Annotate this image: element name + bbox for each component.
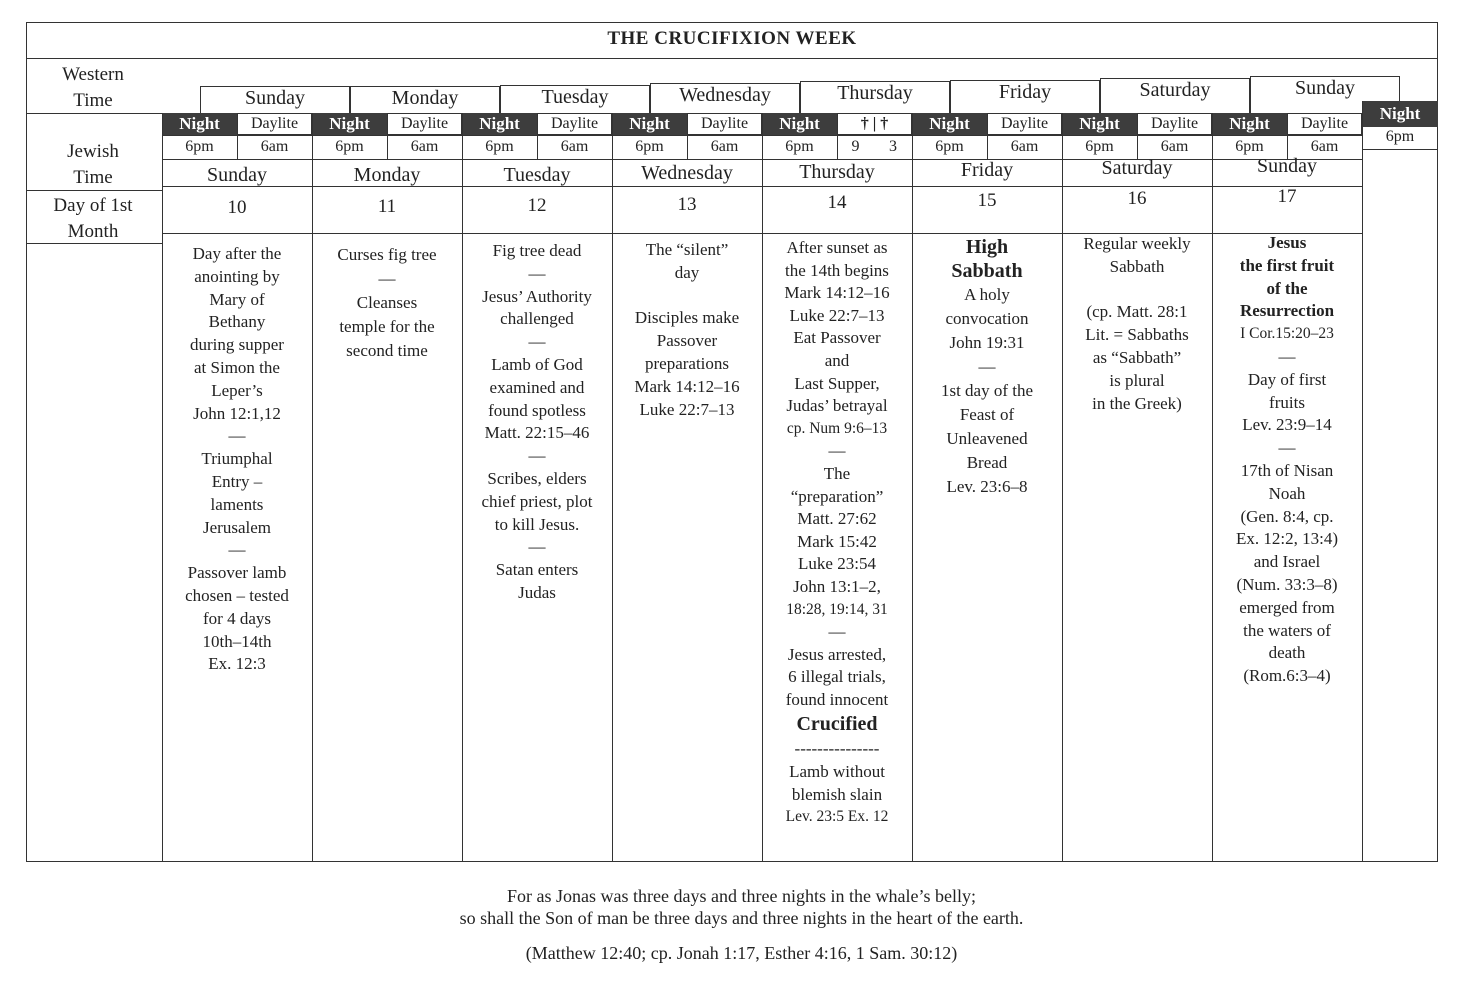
event-line: John 13:1–2, <box>793 576 881 596</box>
event-heading: High <box>965 236 1009 258</box>
column-tuesday-12 <box>462 240 612 605</box>
event-line: John 12:1,12 <box>193 403 281 423</box>
event-line: and Israel <box>1253 552 1321 572</box>
title-divider <box>26 58 1438 59</box>
footer-quote-line-2: so shall the Son of man be three days and three nights in the heart of the earth. <box>459 908 1024 928</box>
event-line: Luke 22:7–13 <box>789 305 885 325</box>
event-line: — <box>978 357 996 376</box>
western-day-tuesday: Tuesday <box>500 85 650 113</box>
day-number-13: 13 <box>677 194 697 215</box>
event-line: Scribes, elders <box>487 468 587 488</box>
event-line: (cp. Matt. 28:1 <box>1086 302 1188 322</box>
event-line: temple for the <box>339 317 435 336</box>
event-line: chief priest, plot <box>481 491 593 511</box>
jewish-day-friday: Friday <box>960 159 1014 181</box>
time-divider <box>387 113 388 160</box>
event-line: — <box>528 537 546 557</box>
event-line: is plural <box>1109 370 1165 390</box>
time-6am: 6am <box>1160 138 1189 155</box>
time-6am: 6am <box>260 138 289 155</box>
event-line: Triumphal <box>201 449 273 469</box>
event-line: Eat Passover <box>793 328 881 348</box>
crucifixion-marks: † | † <box>837 113 912 135</box>
event-line: blemish slain <box>791 784 883 804</box>
event-line: found spotless <box>488 400 586 420</box>
event-line: Ex. 12:3 <box>208 654 266 674</box>
time-6pm: 6pm <box>1085 138 1114 155</box>
day-number-11: 11 <box>377 196 397 217</box>
event-line: I Cor.15:20–23 <box>1240 325 1334 343</box>
event-line: chosen – tested <box>185 585 289 605</box>
column-thursday-14 <box>762 237 912 829</box>
event-line: emerged from <box>1239 597 1335 617</box>
time-3: 3 <box>889 138 897 155</box>
event-line: to kill Jesus. <box>494 514 580 534</box>
event-line: Day after the <box>192 244 282 263</box>
western-time-label <box>28 62 158 114</box>
night-cell: Night <box>912 113 987 135</box>
event-line: 18:28, 19:14, 31 <box>786 600 888 618</box>
event-line: — <box>228 540 246 560</box>
event-line: — <box>378 269 396 288</box>
column-monday-11 <box>312 243 462 363</box>
event-line: laments <box>210 494 264 514</box>
event-line: The “silent” <box>645 240 729 259</box>
event-line: 6 illegal trials, <box>788 667 886 687</box>
time-6pm: 6pm <box>335 138 364 155</box>
event-line <box>612 285 762 308</box>
day-of-month-label <box>28 193 158 245</box>
event-line: preparations <box>644 353 730 373</box>
jewish-day-sunday-2: Sunday <box>1257 155 1317 177</box>
event-line: — <box>528 332 546 352</box>
event-line: Mark 14:12–16 <box>784 283 890 303</box>
event-line: during supper <box>190 335 284 355</box>
event-line: — <box>1278 346 1296 366</box>
event-line: Lit. = Sabbaths <box>1085 325 1189 345</box>
western-day-sunday: Sunday <box>200 86 350 113</box>
day-number-16: 16 <box>1127 188 1147 209</box>
daylite-cell: Daylite <box>537 113 612 135</box>
event-line: Bread <box>966 453 1008 472</box>
event-line: fruits <box>1269 392 1305 412</box>
event-line: the waters of <box>1243 620 1331 640</box>
event-line: Sabbath <box>1109 256 1165 276</box>
time-divider <box>1287 113 1288 160</box>
event-line: — <box>228 426 246 446</box>
event-line: Passover <box>656 331 718 351</box>
day-of-month-label-line-1: Day of 1st <box>53 195 133 216</box>
event-line: (Gen. 8:4, cp. <box>1240 506 1334 526</box>
jewish-day-sunday: Sunday <box>207 164 267 186</box>
event-line: Mark 14:12–16 <box>634 376 740 396</box>
daylite-cell: Daylite <box>687 113 762 135</box>
time-6pm: 6pm <box>785 138 814 155</box>
day-number-12: 12 <box>527 195 547 216</box>
event-line: Lamb without <box>789 762 885 782</box>
event-line: convocation <box>945 309 1029 328</box>
jewish-day-tuesday: Tuesday <box>503 164 571 186</box>
event-heading: of the <box>1266 278 1308 298</box>
event-line: examined and <box>489 377 585 397</box>
time-divider <box>837 113 838 160</box>
event-line: Ex. 12:2, 13:4) <box>1236 529 1338 549</box>
jewish-day-monday: Monday <box>353 164 421 186</box>
column-divider <box>1062 113 1063 862</box>
column-divider <box>1362 101 1363 862</box>
time-6am: 6am <box>1010 138 1039 155</box>
left-divider-3 <box>26 243 162 244</box>
event-line: day <box>674 262 700 282</box>
event-line: Satan enters <box>495 560 579 580</box>
event-line: --------------- <box>794 739 880 759</box>
daylite-cell: Daylite <box>1137 113 1212 135</box>
event-line: — <box>828 622 846 642</box>
night-cell: Night <box>762 113 837 135</box>
event-line: — <box>828 441 846 461</box>
event-line: Bethany <box>208 312 266 332</box>
event-line: — <box>1278 438 1296 458</box>
event-line: Luke 23:54 <box>798 554 876 574</box>
event-line: Matt. 27:62 <box>797 509 877 529</box>
night-cell: Night <box>312 113 387 135</box>
event-line: Mary of <box>209 289 265 309</box>
column-wednesday-13 <box>612 239 762 421</box>
event-line: Last Supper, <box>794 373 880 393</box>
time-6pm: 6pm <box>185 138 214 155</box>
western-day-sunday-2: Sunday <box>1250 76 1400 113</box>
event-heading: the first fruit <box>1239 255 1335 275</box>
column-sunday-17 <box>1212 232 1362 688</box>
time-6pm: 6pm <box>1235 138 1264 155</box>
event-line: 17th of Nisan <box>1240 460 1334 480</box>
event-line: Feast of <box>959 405 1015 424</box>
event-line: found innocent <box>785 689 889 709</box>
western-day-thursday: Thursday <box>800 81 950 113</box>
event-line: Day of first <box>1247 369 1327 389</box>
event-line: The <box>823 463 851 483</box>
left-divider-2 <box>26 190 162 191</box>
western-day-monday: Monday <box>350 86 500 113</box>
event-line: Jesus arrested, <box>787 644 887 664</box>
day-number-14: 14 <box>827 192 847 213</box>
time-divider <box>987 113 988 160</box>
jewish-day-wednesday: Wednesday <box>641 162 733 184</box>
event-line: Judas’ betrayal <box>786 396 888 416</box>
day-number-15: 15 <box>977 190 997 211</box>
footer-quote-line-1: For as Jonas was three days and three nights in the whale’s belly; <box>507 886 976 906</box>
event-line: challenged <box>500 309 574 329</box>
column-divider <box>612 113 613 862</box>
time-6pm: 6pm <box>485 138 514 155</box>
event-line: — <box>528 263 546 283</box>
jewish-time-label-line-2: Time <box>73 167 113 188</box>
western-day-friday: Friday <box>950 80 1100 113</box>
jewish-time-label-line-1: Jewish <box>67 141 119 162</box>
event-line: Luke 22:7–13 <box>639 399 735 419</box>
time-6pm-last: 6pm <box>1385 128 1415 145</box>
event-line: at Simon the <box>194 357 280 377</box>
event-line: Disciples make <box>634 308 740 328</box>
event-line: “preparation” <box>790 486 884 506</box>
day-number-17: 17 <box>1277 186 1297 207</box>
event-line: the 14th begins <box>785 260 889 280</box>
event-line: death <box>1268 643 1306 663</box>
event-line: Jerusalem <box>203 517 271 537</box>
event-heading: Sabbath <box>951 260 1023 282</box>
left-divider-1 <box>26 113 162 114</box>
night-cell: Night <box>1212 113 1287 135</box>
column-divider <box>312 113 313 862</box>
event-line: cp. Num 9:6–13 <box>786 419 888 437</box>
event-line: Lamb of God <box>491 354 583 374</box>
event-line: in the Greek) <box>1092 393 1182 413</box>
time-6am: 6am <box>1310 138 1339 155</box>
event-line: — <box>528 446 546 466</box>
western-day-wednesday: Wednesday <box>650 83 800 113</box>
night-cell: Night <box>462 113 537 135</box>
event-line <box>1062 279 1212 302</box>
event-line: Unleavened <box>946 429 1028 448</box>
western-time-label-line-1: Western <box>62 64 124 85</box>
last-col-divider <box>1362 149 1438 150</box>
column-saturday-16 <box>1062 233 1212 415</box>
event-line: Regular weekly <box>1083 234 1191 253</box>
event-line: Noah <box>1268 483 1306 503</box>
event-line: for 4 days <box>203 608 271 628</box>
event-line: Fig tree dead <box>492 241 582 260</box>
event-line: Leper’s <box>211 380 263 400</box>
event-line: Cleanses <box>356 293 418 312</box>
event-line: Curses fig tree <box>337 245 437 264</box>
event-line: second time <box>346 341 428 360</box>
western-day-saturday: Saturday <box>1100 78 1250 113</box>
jewish-time-label <box>28 139 158 191</box>
event-line: After sunset as <box>786 238 888 257</box>
column-sunday-10 <box>162 243 312 676</box>
crucified-heading: Crucified <box>796 713 878 736</box>
daylite-cell: Daylite <box>1287 113 1362 135</box>
event-line: 10th–14th <box>202 631 272 651</box>
event-line: (Num. 33:3–8) <box>1236 574 1338 594</box>
event-line: Lev. 23:9–14 <box>1242 415 1332 435</box>
event-line: as “Sabbath” <box>1092 347 1182 367</box>
time-6pm: 6pm <box>635 138 664 155</box>
time-6am: 6am <box>410 138 439 155</box>
event-heading: Resurrection <box>1239 301 1335 321</box>
event-heading: Jesus <box>1267 233 1307 252</box>
footer-reference: (Matthew 12:40; cp. Jonah 1:17, Esther 4:16, 1 Sam. 30:12) <box>525 943 958 963</box>
event-line: Lev. 23:5 Ex. 12 <box>785 808 889 826</box>
column-friday-15 <box>912 235 1062 499</box>
time-6pm: 6pm <box>935 138 964 155</box>
day-of-month-label-line-2: Month <box>67 221 119 242</box>
event-line: Mark 15:42 <box>797 531 877 551</box>
page-title: THE CRUCIFIXION WEEK <box>607 28 857 49</box>
event-line: anointing by <box>194 266 280 286</box>
time-6am: 6am <box>560 138 589 155</box>
event-line: Judas <box>518 582 556 602</box>
time-divider <box>687 113 688 160</box>
event-line: Jesus’ Authority <box>482 286 592 306</box>
night-cell: Night <box>1062 113 1137 135</box>
event-line: A holy <box>964 285 1010 304</box>
daylite-cell: Daylite <box>237 113 312 135</box>
night-cell: Night <box>1362 101 1438 127</box>
event-line: Entry – <box>211 471 263 491</box>
jewish-day-thursday: Thursday <box>799 161 875 183</box>
event-line: (Rom.6:3–4) <box>1243 666 1331 686</box>
night-cell: Night <box>612 113 687 135</box>
event-line: 1st day of the <box>940 381 1034 400</box>
time-divider <box>1137 113 1138 160</box>
night-cell: Night <box>162 113 237 135</box>
event-line: John 19:31 <box>949 333 1025 352</box>
time-6am: 6am <box>710 138 739 155</box>
daylite-cell: Daylite <box>387 113 462 135</box>
event-line: and <box>824 350 850 370</box>
time-divider <box>537 113 538 160</box>
daylite-cell: Daylite <box>987 113 1062 135</box>
event-line: Passover lamb <box>187 563 287 583</box>
jewish-day-saturday: Saturday <box>1101 157 1173 179</box>
time-9: 9 <box>851 138 860 155</box>
time-divider <box>237 113 238 160</box>
day-number-10: 10 <box>227 197 247 218</box>
event-line: Lev. 23:6–8 <box>946 477 1028 496</box>
event-line: Matt. 22:15–46 <box>484 423 590 443</box>
western-time-label-line-2: Time <box>73 90 113 111</box>
